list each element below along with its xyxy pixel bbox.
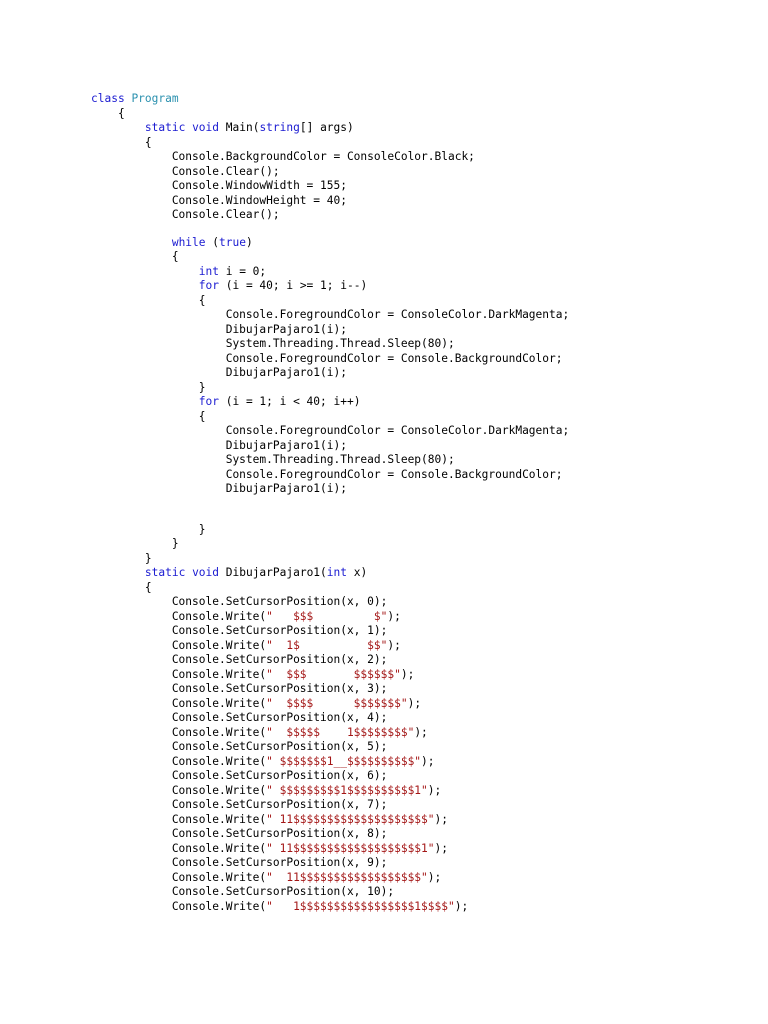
keyword-token: for	[198, 279, 219, 292]
code-line	[91, 497, 751, 510]
code-line	[91, 856, 751, 871]
code-text: Console.Write(	[91, 870, 267, 884]
code-text	[91, 566, 145, 579]
code-line	[91, 107, 751, 122]
code-line	[91, 755, 751, 770]
keyword-token: void	[192, 566, 220, 579]
keyword-token: class	[91, 92, 125, 105]
code-text: Console.ForegroundColor = ConsoleColor.DarkMagenta;	[91, 424, 570, 437]
code-text: }	[91, 537, 179, 550]
code-line	[91, 595, 751, 610]
code-line	[91, 610, 751, 625]
code-line	[91, 136, 751, 151]
string-literal: " 11$$$$$$$$$$$$$$$$$$"	[266, 870, 428, 884]
code-text: );	[400, 667, 415, 681]
code-text: DibujarPajaro1(i);	[91, 482, 347, 495]
code-line	[91, 740, 751, 755]
code-text: Console.SetCursorPosition(x, 7);	[91, 798, 388, 811]
code-text: }	[91, 551, 152, 565]
code-text: );	[427, 783, 442, 797]
code-text: Console.Clear();	[91, 164, 280, 178]
code-line	[91, 798, 751, 813]
string-literal: " 1$ $$"	[266, 638, 388, 652]
code-text: }	[91, 522, 206, 536]
code-line	[91, 279, 751, 294]
code-line	[91, 668, 751, 683]
code-text: {	[91, 580, 152, 594]
code-line	[91, 381, 751, 396]
code-text: DibujarPajaro1(	[219, 566, 327, 579]
code-line	[91, 871, 751, 886]
code-line	[91, 566, 751, 581]
code-text: );	[434, 841, 448, 855]
code-line	[91, 208, 751, 223]
code-text: i = 0;	[219, 264, 267, 278]
code-text: DibujarPajaro1(i);	[91, 366, 347, 379]
code-text: Main(	[219, 121, 260, 134]
code-line	[91, 697, 751, 712]
code-line	[91, 236, 751, 251]
code-line	[91, 581, 751, 596]
code-text	[91, 236, 172, 249]
code-text: DibujarPajaro1(i);	[91, 438, 347, 452]
code-line	[91, 366, 751, 381]
code-line	[91, 92, 751, 107]
code-text: {	[91, 409, 206, 423]
code-text: Console.Write(	[91, 725, 267, 739]
code-line	[91, 827, 751, 842]
code-line	[91, 682, 751, 697]
code-text: Console.ForegroundColor = Console.BackgroundColor;	[91, 351, 563, 365]
code-line	[91, 624, 751, 639]
code-line	[91, 885, 751, 900]
keyword-token: true	[219, 235, 246, 249]
code-text: (	[205, 235, 219, 249]
code-text: {	[91, 293, 206, 307]
code-text: Console.Write(	[91, 899, 267, 913]
keyword-token: static	[144, 121, 186, 134]
code-text: )	[245, 235, 253, 249]
code-line	[91, 265, 751, 280]
code-line	[91, 769, 751, 784]
code-line	[91, 552, 751, 567]
code-text: Console.Write(	[91, 609, 267, 623]
code-line	[91, 352, 751, 367]
string-literal: " $$$$ $$$$$$$"	[266, 696, 408, 710]
code-line	[91, 337, 751, 352]
code-text: DibujarPajaro1(i);	[91, 322, 347, 336]
code-line	[91, 424, 751, 439]
code-line	[91, 468, 751, 483]
keyword-token: int	[326, 566, 348, 579]
code-text: x)	[347, 566, 368, 579]
keyword-token: for	[198, 395, 219, 408]
code-text: (i = 1; i < 40; i++)	[219, 395, 361, 408]
code-text: Console.SetCursorPosition(x, 5);	[91, 740, 388, 753]
code-text	[91, 121, 145, 134]
code-text: );	[427, 870, 442, 884]
code-text	[91, 395, 199, 408]
code-text: }	[91, 380, 206, 394]
keyword-token: void	[192, 121, 220, 134]
code-text: Console.SetCursorPosition(x, 1);	[91, 624, 388, 637]
code-text: Console.SetCursorPosition(x, 6);	[91, 769, 388, 782]
code-line	[91, 410, 751, 425]
code-text: Console.Write(	[91, 783, 267, 797]
code-text: Console.SetCursorPosition(x, 8);	[91, 827, 388, 840]
keyword-token: while	[171, 235, 206, 249]
code-text: {	[91, 250, 179, 263]
string-literal: " 1$$$$$$$$$$$$$$$$$1$$$$"	[266, 899, 455, 913]
code-text: Console.Write(	[91, 841, 267, 855]
string-literal: " $$$ $$$$$$"	[266, 667, 401, 681]
code-text	[91, 279, 199, 292]
code-line	[91, 711, 751, 726]
code-text: );	[387, 609, 401, 623]
code-text: Console.ForegroundColor = ConsoleColor.DarkMagenta;	[91, 308, 570, 321]
keyword-token: static	[144, 566, 186, 579]
code-text: {	[91, 135, 152, 149]
code-line	[91, 813, 751, 828]
keyword-token: string	[259, 121, 300, 134]
code-line	[91, 726, 751, 741]
code-text: Console.Write(	[91, 812, 267, 826]
string-literal: " $$$$$$$$$1$$$$$$$$$$1"	[266, 783, 428, 797]
string-literal: " $$$ $"	[266, 609, 388, 623]
string-literal: " 11$$$$$$$$$$$$$$$$$$$1"	[266, 841, 435, 855]
code-line	[91, 121, 751, 136]
code-line	[91, 250, 751, 265]
code-text: Console.SetCursorPosition(x, 0);	[91, 595, 388, 608]
code-text: Console.SetCursorPosition(x, 10);	[91, 885, 395, 898]
code-text: );	[387, 638, 401, 652]
string-literal: " $$$$$$$1__$$$$$$$$$$"	[266, 754, 422, 768]
code-text: );	[454, 899, 469, 913]
code-line	[91, 223, 751, 236]
code-text: Console.Write(	[91, 754, 267, 768]
code-line	[91, 639, 751, 654]
code-text: );	[407, 696, 422, 710]
code-line	[91, 453, 751, 468]
type-token: Program	[131, 92, 179, 105]
code-listing	[91, 92, 751, 914]
keyword-token: int	[198, 264, 219, 278]
code-line	[91, 194, 751, 209]
code-line	[91, 900, 751, 915]
code-line	[91, 653, 751, 668]
code-line	[91, 323, 751, 338]
code-text: Console.ForegroundColor = Console.BackgroundColor;	[91, 467, 563, 481]
code-text: Console.SetCursorPosition(x, 3);	[91, 682, 388, 695]
code-line	[91, 179, 751, 194]
code-line	[91, 537, 751, 552]
code-line	[91, 395, 751, 410]
code-text: Console.WindowWidth = 155;	[91, 179, 347, 192]
code-line	[91, 439, 751, 454]
code-text: System.Threading.Thread.Sleep(80);	[91, 337, 455, 350]
code-text: Console.SetCursorPosition(x, 2);	[91, 653, 388, 666]
code-line	[91, 510, 751, 523]
code-line	[91, 150, 751, 165]
code-text: System.Threading.Thread.Sleep(80);	[91, 453, 455, 466]
code-line	[91, 482, 751, 497]
code-text: );	[434, 812, 448, 826]
code-text: );	[421, 754, 435, 768]
code-text: Console.SetCursorPosition(x, 9);	[91, 856, 388, 869]
code-text: [] args)	[299, 121, 354, 134]
string-literal: " 11$$$$$$$$$$$$$$$$$$$$"	[266, 812, 435, 826]
code-text: Console.BackgroundColor = ConsoleColor.Black;	[91, 150, 475, 163]
code-line	[91, 308, 751, 323]
code-text: Console.WindowHeight = 40;	[91, 193, 347, 207]
code-line	[91, 165, 751, 180]
code-line	[91, 294, 751, 309]
code-text: Console.Clear();	[91, 208, 280, 221]
code-text: (i = 40; i >= 1; i--)	[219, 279, 368, 292]
code-line	[91, 784, 751, 799]
code-line	[91, 523, 751, 538]
string-literal: " $$$$$ 1$$$$$$$$"	[266, 725, 415, 739]
code-text: Console.Write(	[91, 638, 267, 652]
code-line	[91, 842, 751, 857]
code-text: Console.SetCursorPosition(x, 4);	[91, 711, 388, 724]
code-text: Console.Write(	[91, 696, 267, 710]
code-text: );	[414, 725, 428, 739]
code-text: {	[91, 106, 125, 120]
code-text: Console.Write(	[91, 667, 267, 681]
code-text	[91, 265, 199, 278]
